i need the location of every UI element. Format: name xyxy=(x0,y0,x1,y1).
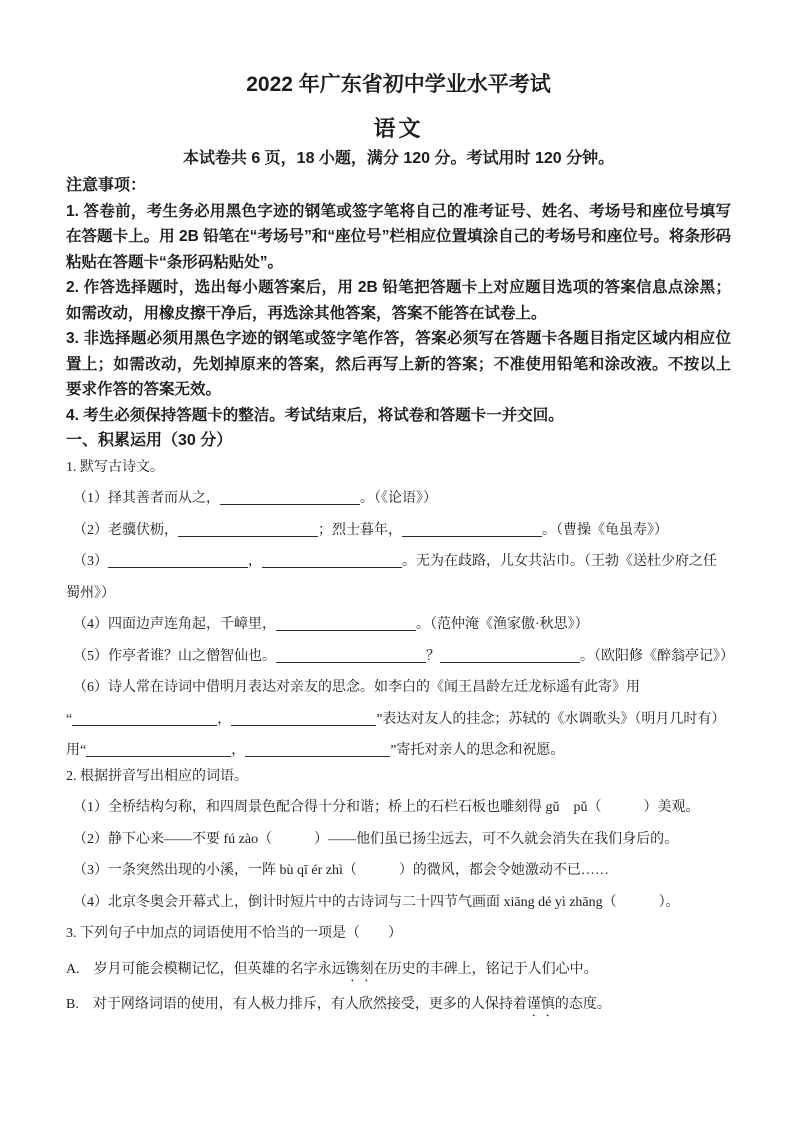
text-run: ”表达对友人的挂念；苏轼的《水调歌头》（明月几时有） xyxy=(376,711,726,727)
exam-title: 2022 年广东省初中学业水平考试 xyxy=(246,73,551,96)
text-run: 。（曹操《龟虽寿》） xyxy=(542,522,668,538)
text-run: 。（欧阳修《醉翁亭记》） xyxy=(580,648,734,664)
section-heading: 一、积累运用（30 分） xyxy=(66,432,233,449)
text-run: （5）作亭者谁？山之僧智仙也。 xyxy=(73,648,276,664)
text-run: 。无为在歧路，儿女共沾巾。（王勃《送杜少府之任 xyxy=(402,554,717,569)
q2-item4 xyxy=(66,887,731,919)
answer-blank xyxy=(440,648,580,663)
answer-blank xyxy=(276,616,416,631)
text-run: 1. 默写古诗文。 xyxy=(66,459,164,475)
text-run: （4）四面边声连角起，千嶂里， xyxy=(73,617,276,632)
text-run: 的态度。 xyxy=(554,997,611,1012)
notice-item-3: 3. 非选择题必须用黑色字迹的钢笔或签字笔作答，答案必须写在答题卡各题目指定区域内相应位置上；如需改动，先划掉原来的答案，然后再写上新的答案；不准使用铅笔和涂改液。不按以上要求作答的答案无效。 xyxy=(66,330,731,398)
q1-item6-quote1 xyxy=(66,704,731,736)
text-run: 蜀州》） xyxy=(66,585,115,601)
q1-stem xyxy=(66,452,731,484)
q1-item6 xyxy=(66,672,731,704)
q2-item2 xyxy=(66,824,731,856)
answer-blank xyxy=(262,553,402,568)
emphasized-word: 镌刻 xyxy=(345,961,374,977)
q3-stem xyxy=(66,918,731,950)
answer-blank xyxy=(231,711,376,726)
q2-item1 xyxy=(66,792,731,824)
notice-item-2: 2. 作答选择题时，选出每小题答案后，用 2B 铅笔把答题卡上对应题目选项的答案信息点涂黑；如需改动，用橡皮擦干净后，再选涂其他答案，答案不能答在试卷上。 xyxy=(66,279,731,322)
text-run: ；烈士暮年， xyxy=(318,522,402,538)
text-run: （6）诗人常在诗词中借明月表达对亲友的思念。如李白的《闻王昌龄左迁龙标遥有此寄》用 xyxy=(73,680,640,695)
text-run: ， xyxy=(248,554,262,569)
q1-item2 xyxy=(66,515,731,547)
text-run: （3） xyxy=(73,554,108,569)
q3-option-a xyxy=(66,954,731,986)
q1-item1 xyxy=(66,483,731,515)
answer-blank xyxy=(72,711,217,726)
text-run: 。（《论语》） xyxy=(360,491,437,506)
text-run: 2. 根据拼音写出相应的词语。 xyxy=(66,768,248,784)
exam-info-line: 本试卷共 6 页，18 小题，满分 120 分。考试用时 120 分钟。 xyxy=(182,150,615,167)
answer-blank xyxy=(220,490,360,505)
notice-item-1: 1. 答卷前，考生务必用黑色字迹的钢笔或签字笔将自己的准考证号、姓名、考场号和座位号填写在答题卡上。用 2B 铅笔在“考场号”和“座位号”栏相应位置填涂自己的考场号和座位号。将条形码粘贴在答题卡“条形码粘贴处”。 xyxy=(66,202,731,271)
answer-blank xyxy=(86,742,231,757)
q1-item5 xyxy=(66,641,734,673)
answer-blank xyxy=(402,522,542,537)
q1-item3-cont xyxy=(66,578,731,610)
text-run: A. 岁月可能会模糊记忆，但英雄的名字永远 xyxy=(66,961,346,977)
text-run: （4）北京冬奥会开幕式上，倒计时短片中的古诗词与二十四节气画面 xiāng dé yì zhāng（ ）。 xyxy=(73,894,680,910)
text-run: ？ xyxy=(426,648,440,664)
text-run: ， xyxy=(231,743,246,758)
answer-blank xyxy=(245,742,390,757)
text-run: （2）老骥伏枥， xyxy=(73,522,178,538)
text-run: ， xyxy=(217,711,232,727)
text-run: （3）一条突然出现的小溪，一阵 bù qī ér zhì（ ）的微风，都会令她激动不已…… xyxy=(73,863,609,878)
answer-blank xyxy=(108,553,248,568)
emphasized-word: 谨慎 xyxy=(526,997,555,1012)
notice-list xyxy=(66,199,731,429)
exam-subject: 语文 xyxy=(373,116,424,141)
q1-item4 xyxy=(66,609,731,641)
text-run: 。（范仲淹《渔家傲·秋思》） xyxy=(416,617,589,632)
text-run: （1）全桥结构匀称，和四周景色配合得十分和谐；桥上的石栏石板也雕刻得 gǔ pǔ（ ）美观。 xyxy=(73,800,700,815)
text-run: ”寄托对亲人的思念和祝愿。 xyxy=(390,743,565,758)
text-run: “ xyxy=(66,711,73,727)
answer-blank xyxy=(276,648,426,663)
q2-item3 xyxy=(66,855,731,887)
notice-item-4: 4. 考生必须保持答题卡的整洁。考试结束后，将试卷和答题卡一并交回。 xyxy=(66,406,564,424)
q3-option-b xyxy=(66,989,731,1021)
text-run: B. 对于网络词语的使用，有人极力排斥，有人欣然接受，更多的人保持着 xyxy=(66,997,527,1012)
text-run: 在历史的丰碑上，铭记于人们心中。 xyxy=(373,961,598,977)
text-run: （1）择其善者而从之， xyxy=(73,491,220,506)
answer-blank xyxy=(178,522,318,537)
text-run: （2）静下心来——不要 fú zào（ ）——他们虽已扬尘远去，可不久就会消失在我们身后的。 xyxy=(73,831,679,847)
question-body xyxy=(66,452,734,1021)
notice-heading: 注意事项： xyxy=(66,177,147,194)
text-run: 3. 下列句子中加点的词语使用不恰当的一项是（ ） xyxy=(66,926,402,941)
text-run: 用“ xyxy=(66,743,87,758)
q1-item3 xyxy=(66,546,731,578)
